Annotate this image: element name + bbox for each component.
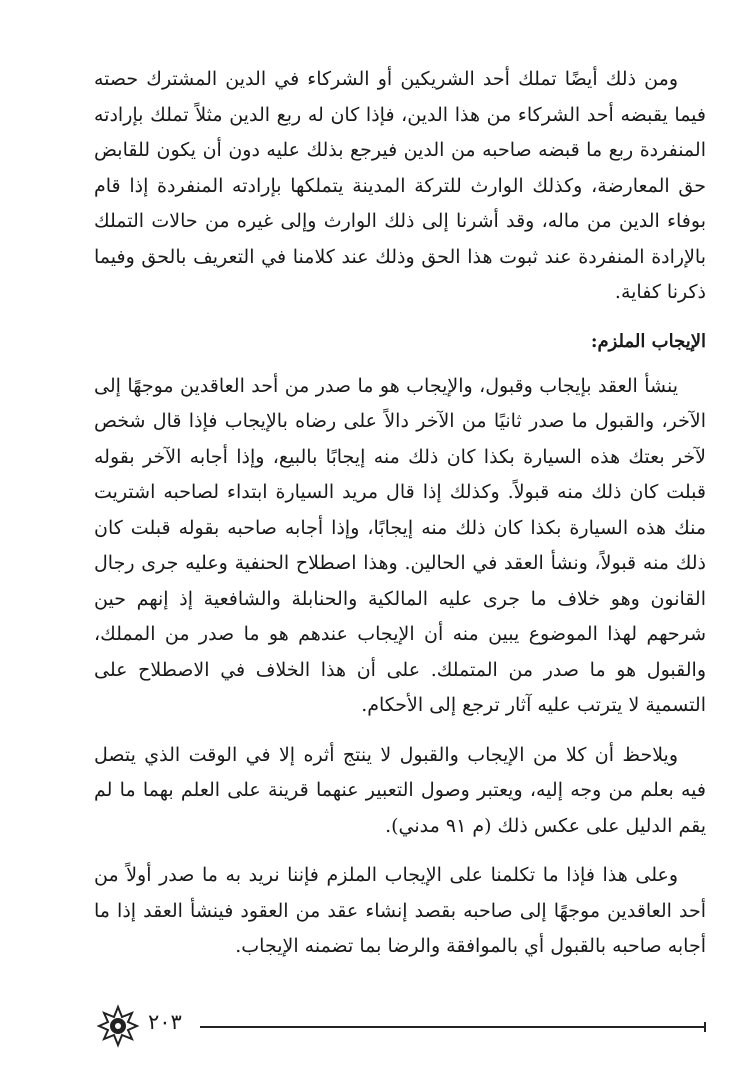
paragraph-1: ومن ذلك أيضًا تملك أحد الشريكين أو الشركاء في الدين المشترك حصته فيما يقبضه أحد الشركاء من هذا الدين، فإذا كان له ربع الدين مثلاً تملك بإرادته المنفردة ربع ما قبضه صاحبه من الدين فيرجع بذلك عليه دون أن يكون للقابض حق المعارضة، وكذلك الوارث للتركة المدينة يتملكها بإرادته المنفردة إذا قام بوفاء الدين من ماله، وقد أشرنا إلى ذلك الوارث وإلى غيره من حالات التملك بالإرادة المنفردة عند ثبوت هذا الحق وذلك عند كلامنا في التعريف بالحق وفيما ذكرنا كفاية.	[94, 68, 706, 303]
footer-rule-tick	[704, 1022, 706, 1032]
paragraph-4: وعلى هذا فإذا ما تكلمنا على الإيجاب الملزم فإننا نريد به ما صدر أولاً من أحد العاقدين موجهًا إلى صاحبه بقصد إنشاء عقد من العقود فينشأ العقد إذا ما أجابه صاحبه بالقبول أي بالموافقة والرضا بما تضمنه الإيجاب.	[94, 864, 706, 957]
page-number: ٢٠٣	[148, 1010, 182, 1034]
star-ornament-icon	[96, 1004, 140, 1048]
paragraph-2: ينشأ العقد بإيجاب وقبول، والإيجاب هو ما صدر من أحد العاقدين موجهًا إلى الآخر، والقبول ما صدر ثانيًا من الآخر دالاً على رضاه بالإيجاب فإذا قال شخص لآخر بعتك هذه السيارة بكذا كان ذلك منه إيجابًا بالبيع، وإذا أجابه الآخر بقوله قبلت كان ذلك منه قبولاً. وكذلك إذا قال مريد السيارة ابتداء لصاحبه اشتريت منك هذه السيارة بكذا كان ذلك منه إيجابًا، وإذا أجابه صاحبه بقوله قبلت كان ذلك منه قبولاً، ونشأ العقد في الحالين. وهذا اصطلاح الحنفية وعليه جرى رجال القانون وهو خلاف ما جرى عليه المالكية والحنابلة والشافعية إذ إنهم حين شرحهم لهذا الموضوع يبين منه أن الإيجاب عندهم هو ما صدر من المملك، والقبول هو ما صدر من المتملك. على أن هذا الخلاف في الاصطلاح على التسمية لا يترتب عليه آثار ترجع إلى الأحكام.	[94, 374, 706, 716]
footer-rule	[200, 1026, 706, 1028]
page-footer	[96, 1004, 706, 1048]
section-heading: الإيجاب الملزم:	[590, 330, 706, 352]
paragraph-3: ويلاحظ أن كلا من الإيجاب والقبول لا ينتج أثره إلا في الوقت الذي يتصل فيه بعلم من وجه إليه، ويعتبر وصول التعبير عنهما قرينة على العلم بهما ما لم يقم الدليل على عكس ذلك (م ٩١ مدني).	[94, 743, 706, 837]
page-body	[94, 62, 706, 965]
